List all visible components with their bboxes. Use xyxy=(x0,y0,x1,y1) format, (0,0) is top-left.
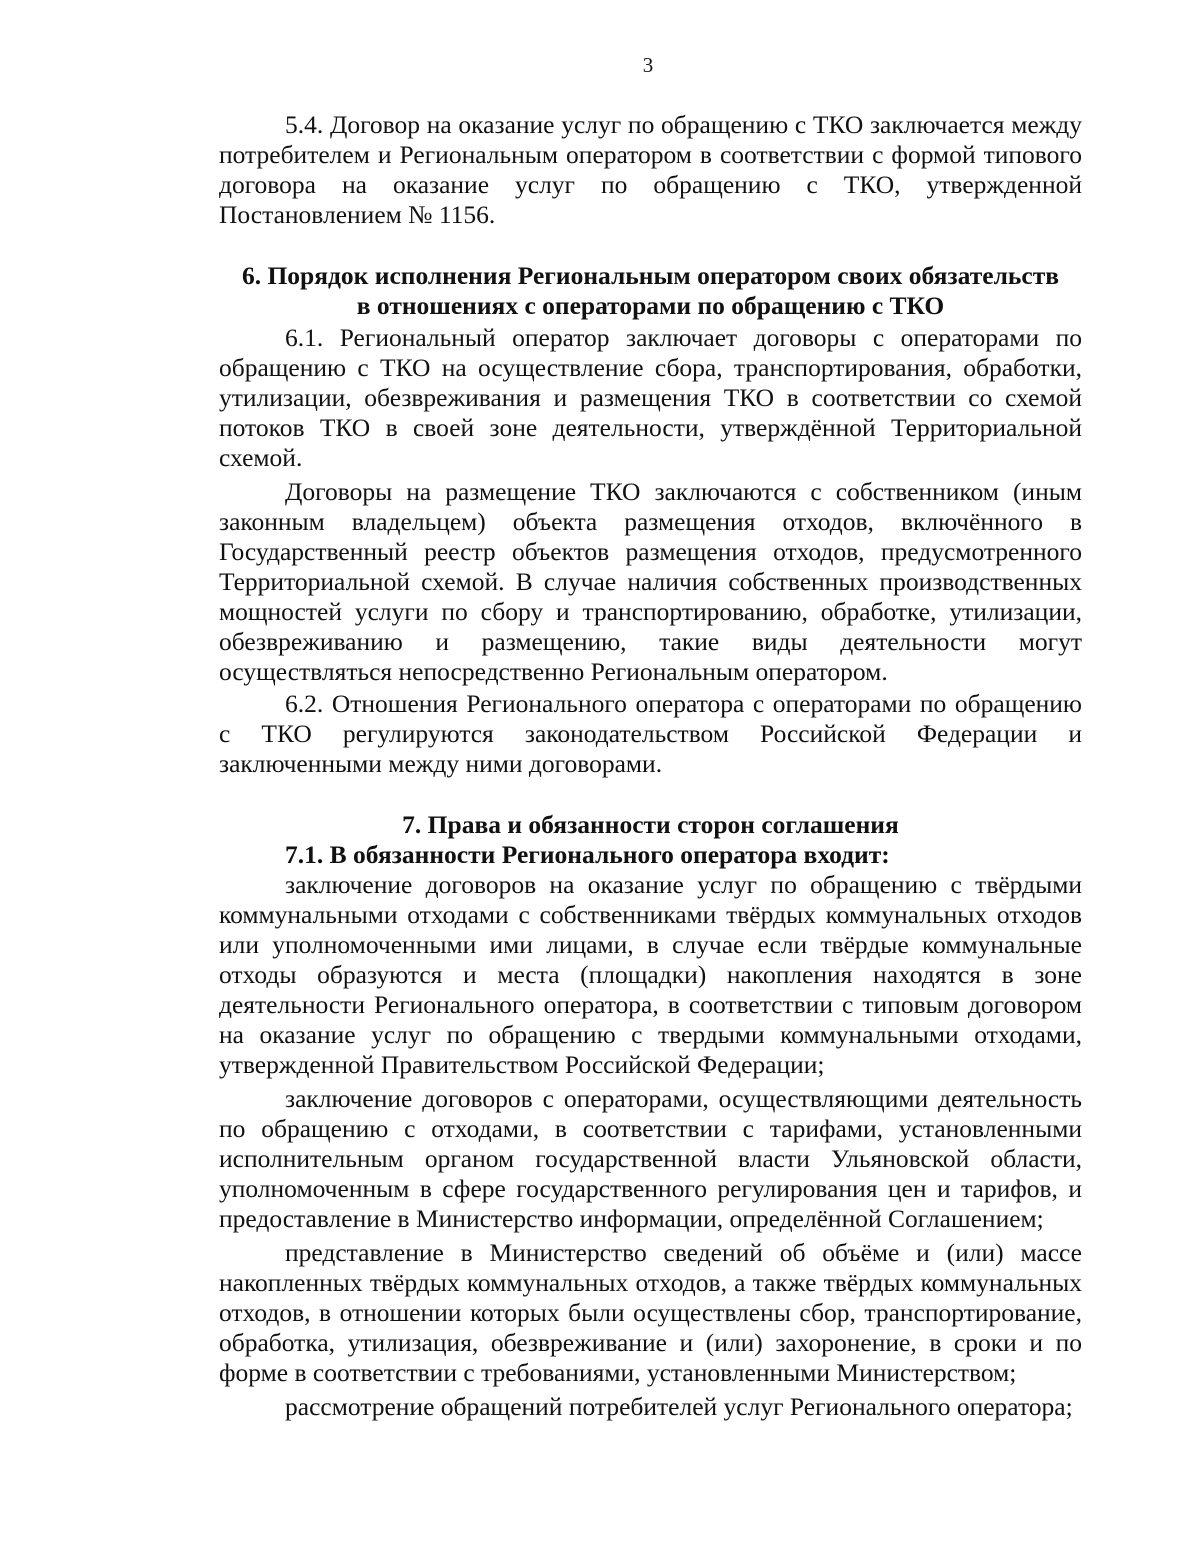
document-body xyxy=(219,110,1082,1422)
section-7-heading: 7. Права и обязанности сторон соглашения xyxy=(402,810,899,839)
section-6-heading-line-1: 6. Порядок исполнения Региональным оператором своих обязательств xyxy=(241,261,1060,290)
paragraph-6-1-placement: Договоры на размещение ТКО заключаются с собственником (иным законным владельцем) объекта размещения отходов, включённого в Государственный реестр объектов размещения отходов, предусмотренного Территориальной схемой. В случае наличия собственных производственных мощностей услуги по сбору и транспортированию, обработке, утилизации, обезвреживанию и размещению, такие виды деятельности могут осуществляться непосредственно Региональным оператором. xyxy=(219,477,1082,686)
paragraph-7-1-reporting: представление в Министерство сведений об объёме и (или) массе накопленных твёрдых коммунальных отходов, а также твёрдых коммунальных отходов, в отношении которых были осуществлены сбор, транспортирование, обработка, утилизация, обезвреживание и (или) захоронение, в сроки и по форме в соответствии с требованиями, установленными Министерством; xyxy=(219,1238,1082,1387)
section-6-heading-line-2: в отношениях с операторами по обращению с ТКО xyxy=(356,291,945,320)
paragraph-7-1-contracts-operators: заключение договоров с операторами, осуществляющими деятельность по обращению с отходами, в соответствии с тарифами, установленными исполнительным органом государственной власти Ульяновской области, уполномоченным в сфере государственного регулирования цен и тарифов, и предоставление в Министерство информации, определённой Соглашением; xyxy=(219,1084,1082,1233)
paragraph-6-1: 6.1. Региональный оператор заключает договоры с операторами по обращению с ТКО на осуществление сбора, транспортирования, обработки, утилизации, обезвреживания и размещения ТКО в соответствии со схемой потоков ТКО в своей зоне деятельности, утверждённой Территориальной схемой. xyxy=(219,323,1082,472)
paragraph-7-1-appeals: рассмотрение обращений потребителей услуг Регионального оператора; xyxy=(285,1392,1073,1421)
page-number: 3 xyxy=(642,53,654,77)
paragraph-6-2: 6.2. Отношения Регионального оператора с операторами по обращению с ТКО регулируются законодательством Российской Федерации и заключенными между ними договорами. xyxy=(219,689,1082,778)
paragraph-7-1-contracts-consumers: заключение договоров на оказание услуг по обращению с твёрдыми коммунальными отходами с собственниками твёрдых коммунальных отходов или уполномоченными ими лицами, в случае если твёрдые коммунальные отходы образуются и места (площадки) накопления находятся в зоне деятельности Регионального оператора, в соответствии с типовым договором на оказание услуг по обращению с твердыми коммунальными отходами, утвержденной Правительством Российской Федерации; xyxy=(219,870,1082,1079)
paragraph-5-4: 5.4. Договор на оказание услуг по обращению с ТКО заключается между потребителем и Региональным оператором в соответствии с формой типового договора на оказание услуг по обращению с ТКО, утвержденной Постановлением № 1156. xyxy=(219,110,1082,229)
section-7-1-heading: 7.1. В обязанности Регионального оператора входит: xyxy=(285,840,890,869)
